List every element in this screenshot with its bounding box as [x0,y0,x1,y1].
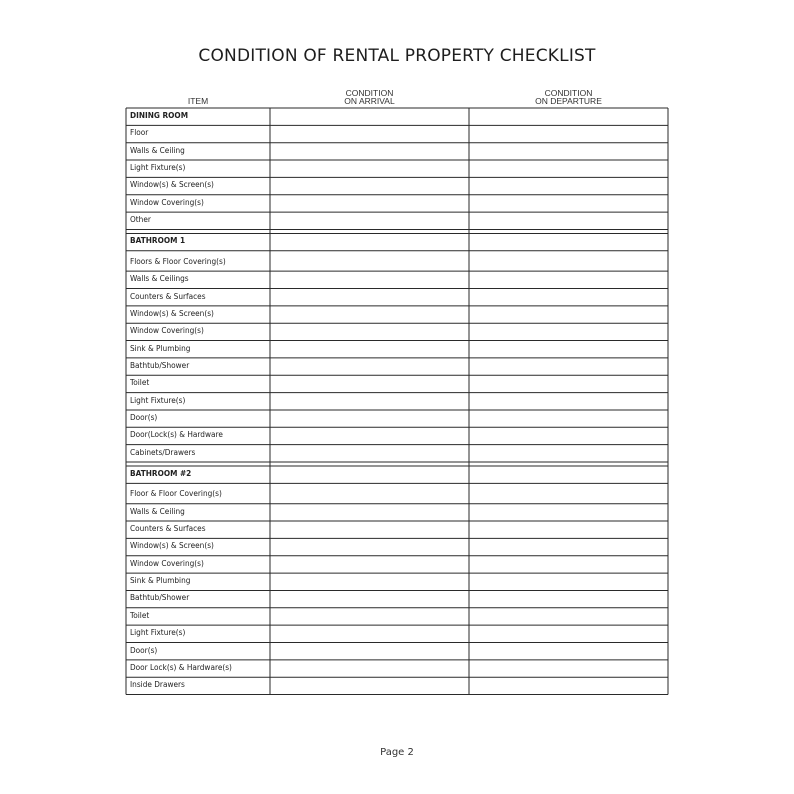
table-row-label: Bathtub/Shower [130,593,190,603]
table-row-label: Bathtub/Shower [130,360,190,370]
table-row-label: Walls & Ceiling [130,506,185,516]
table-row-label: Cabinets/Drawers [130,447,196,457]
table-row-label: Sink & Plumbing [130,576,191,586]
table-row-label: Window(s) & Screen(s) [130,308,214,318]
column-header-arrival-line1: CONDITION [345,88,394,98]
table-row-label: Door(s) [130,412,158,422]
table-row-label: Door(Lock(s) & Hardware [130,430,223,440]
column-header-departure-line2: ON DEPARTURE [535,96,602,106]
table-row-label: Counters & Surfaces [130,524,206,534]
table-row-label: Window Covering(s) [130,326,204,336]
column-header-item-label: ITEM [187,96,209,106]
table-row-label: Floor [130,128,149,138]
table-row-label: Walls & Ceiling [130,145,185,155]
column-header-arrival-line2: ON ARRIVAL [344,96,395,106]
table-row-label: Window(s) & Screen(s) [130,180,214,190]
table-row-label: Walls & Ceilings [130,274,189,284]
table-row-label: Light Fixture(s) [130,163,186,173]
page-number: Page 2 [380,747,414,758]
table-row-label: Sink & Plumbing [130,343,191,353]
column-header-departure-line1: CONDITION [544,88,593,98]
table-row-label: Window Covering(s) [130,197,204,207]
table-row-label: Window(s) & Screen(s) [130,541,214,551]
table-row-label: Door(s) [130,645,158,655]
section-heading: BATHROOM 1 [130,236,186,246]
table-row-label: Toilet [130,378,150,388]
section-heading: BATHROOM #2 [130,469,192,478]
table-row-label: Floors & Floor Covering(s) [130,256,226,266]
section-heading: DINING ROOM [130,111,189,120]
table-row-label: Inside Drawers [130,680,185,690]
table-row-label: Other [130,215,151,225]
page-title: CONDITION OF RENTAL PROPERTY CHECKLIST [198,46,596,66]
table-row-label: Light Fixture(s) [130,628,186,638]
table-row-label: Toilet [130,610,150,620]
table-row-label: Door Lock(s) & Hardware(s) [130,662,232,672]
table-row-label: Light Fixture(s) [130,395,186,405]
table-row-label: Floor & Floor Covering(s) [130,489,222,499]
table-row-label: Window Covering(s) [130,558,204,568]
table-row-label: Counters & Surfaces [130,291,206,301]
